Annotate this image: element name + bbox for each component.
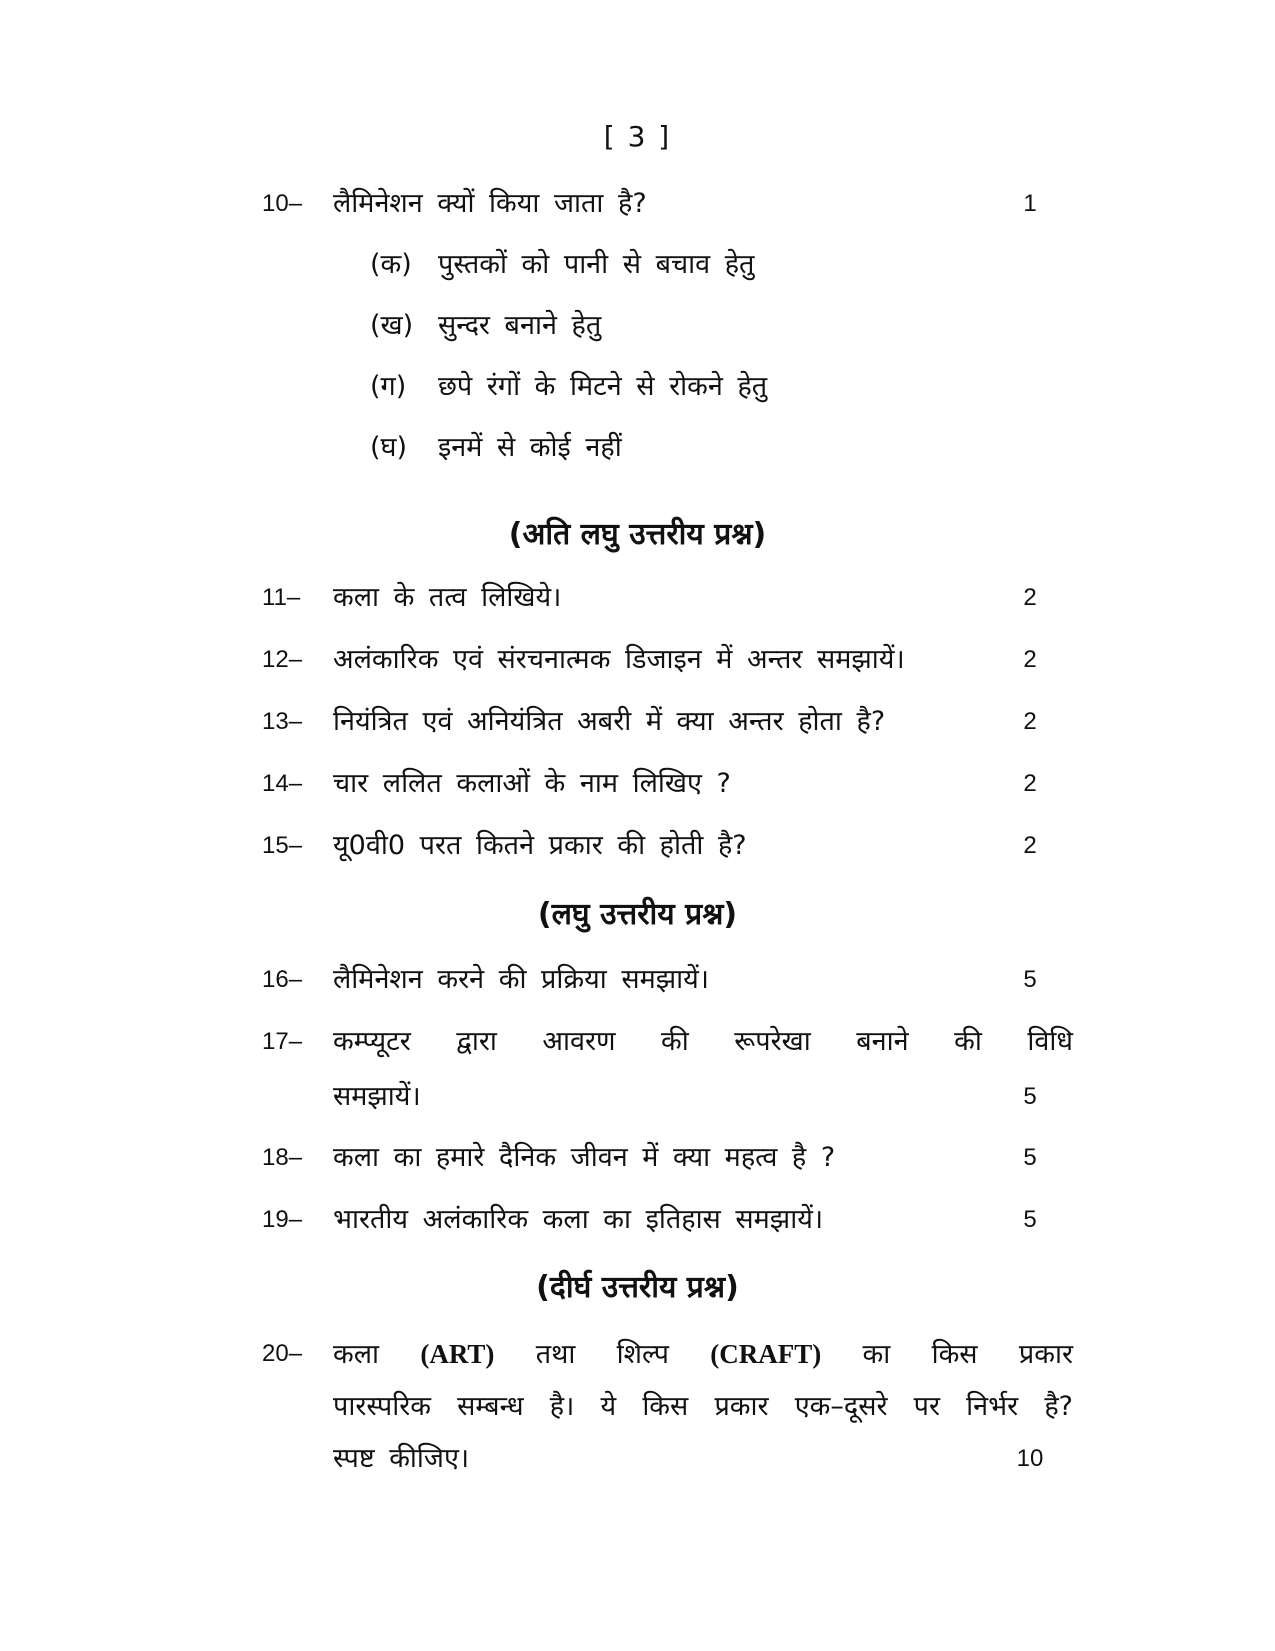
- question-number: 19–: [262, 1206, 303, 1233]
- question-text: चार ललित कलाओं के नाम लिखिए ?: [333, 768, 731, 799]
- art-term: (ART): [420, 1339, 495, 1369]
- question-number: 11–: [262, 584, 301, 611]
- option-label: (क): [370, 249, 412, 280]
- question-text: यू0वी0 परत कितने प्रकार की होती है?: [333, 830, 747, 861]
- question-marks: 2: [1023, 646, 1037, 673]
- question-marks: 1: [1023, 190, 1037, 217]
- text-segment: का किस प्रकार: [862, 1339, 1073, 1370]
- question-number: 13–: [262, 708, 303, 735]
- text-segment: तथा शिल्प: [535, 1339, 669, 1370]
- question-marks: 2: [1023, 584, 1037, 611]
- question-text-continued: स्पष्ट कीजिए।: [333, 1443, 470, 1474]
- option-label: (ख): [370, 310, 414, 341]
- question-text: लैमिनेशन क्यों किया जाता है?: [333, 188, 647, 219]
- question-text: कम्प्यूटर द्वारा आवरण की रूपरेखा बनाने की विधि: [333, 1026, 1073, 1057]
- option-label: (घ): [370, 432, 408, 463]
- question-number: 16–: [262, 966, 303, 993]
- option-text: छपे रंगों के मिटने से रोकने हेतु: [438, 371, 768, 402]
- text-segment: कला: [333, 1339, 380, 1370]
- option-text: सुन्दर बनाने हेतु: [438, 310, 602, 341]
- question-marks: 2: [1023, 832, 1037, 859]
- question-text: अलंकारिक एवं संरचनात्मक डिजाइन में अन्तर समझायें।: [333, 644, 905, 675]
- question-marks: 5: [1023, 1206, 1037, 1233]
- question-text-continued: समझायें।: [333, 1081, 421, 1112]
- question-marks: 5: [1023, 1144, 1037, 1171]
- question-text: कला के तत्व लिखिये।: [333, 582, 562, 613]
- question-text: [333, 1336, 1073, 1373]
- question-number: 10–: [262, 190, 303, 217]
- question-text: नियंत्रित एवं अनियंत्रित अबरी में क्या अन्तर होता है?: [333, 706, 886, 737]
- question-marks: 2: [1023, 770, 1037, 797]
- question-number: 12–: [262, 646, 303, 673]
- question-number: 14–: [262, 770, 303, 797]
- page-number: [ 3 ]: [603, 120, 672, 153]
- question-text: भारतीय अलंकारिक कला का इतिहास समझायें।: [333, 1204, 824, 1235]
- question-text: कला का हमारे दैनिक जीवन में क्या महत्व है ?: [333, 1142, 836, 1173]
- question-number: 20–: [262, 1340, 303, 1367]
- section-heading-short: (लघु उत्तरीय प्रश्न): [537, 897, 738, 932]
- section-heading-very-short: (अति लघु उत्तरीय प्रश्न): [508, 517, 767, 552]
- option-text: इनमें से कोई नहीं: [438, 432, 622, 463]
- question-number: 15–: [262, 832, 303, 859]
- question-text-continued: पारस्परिक सम्बन्ध है। ये किस प्रकार एक–दूसरे पर निर्भर है?: [333, 1391, 1073, 1422]
- option-text: पुस्तकों को पानी से बचाव हेतु: [438, 249, 755, 280]
- option-label: (ग): [370, 371, 407, 402]
- question-marks: 2: [1023, 708, 1037, 735]
- question-number: 17–: [262, 1028, 303, 1055]
- question-number: 18–: [262, 1144, 303, 1171]
- craft-term: (CRAFT): [710, 1339, 822, 1369]
- section-heading-long: (दीर्घ उत्तरीय प्रश्न): [536, 1270, 739, 1305]
- question-marks: 10: [1016, 1445, 1044, 1472]
- question-marks: 5: [1023, 1083, 1037, 1110]
- question-marks: 5: [1023, 966, 1037, 993]
- question-text: लैमिनेशन करने की प्रक्रिया समझायें।: [333, 964, 710, 995]
